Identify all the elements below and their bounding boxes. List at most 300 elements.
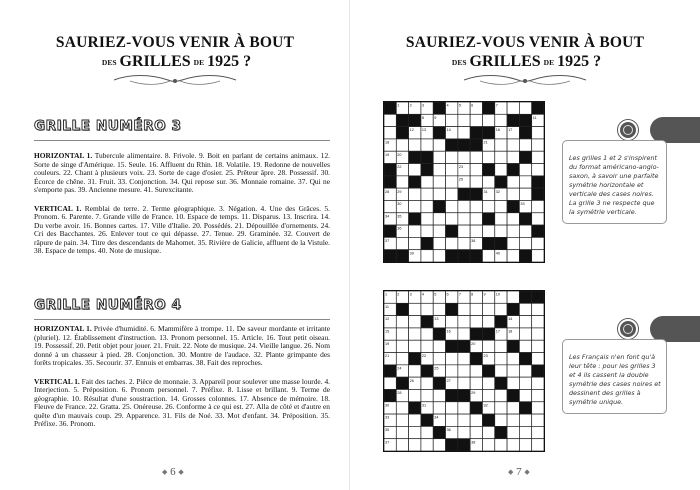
grille-4-cell: [421, 340, 433, 352]
grille-3-cell: [409, 237, 421, 249]
grille-3-cell: [433, 139, 445, 151]
grille-4-cell-number: 2: [397, 292, 400, 297]
grille-4-cell: [519, 389, 531, 401]
grille-4-cell: [532, 439, 544, 451]
grille-3-cell: [532, 151, 544, 163]
grille-3-cell-number: 32: [495, 189, 501, 194]
title-de: DE: [543, 58, 555, 67]
grille-3-cell-number: 31: [483, 189, 488, 194]
grille-3-black-cell: [396, 250, 408, 262]
grille-3-cell-number: 39: [409, 251, 414, 256]
grille-4-cell-number: 15: [385, 329, 390, 334]
grille-3-cell: [384, 114, 396, 126]
grille-3-cell-number: 9: [434, 115, 437, 120]
grille-3-cell: [532, 213, 544, 225]
grille-3-cell: [421, 213, 433, 225]
grille-4-cell: [421, 377, 433, 389]
grille-4-cell: [519, 365, 531, 377]
grille-4-black-cell: [507, 389, 519, 401]
divider: [34, 140, 330, 141]
grille-4-cell-number: 14: [508, 317, 513, 322]
grille-3-cell-number: 16: [495, 128, 501, 133]
grille-4-cell-number: 8: [471, 292, 474, 297]
grille-4-cell: [495, 389, 507, 401]
grille-3-cell: [507, 139, 519, 151]
grille-4-cell-number: 34: [434, 415, 439, 420]
grille-3-heading: GRILLE NUMÉRO 3: [34, 118, 182, 134]
grille-3-cell: [458, 127, 470, 139]
grille-4-cell: [421, 328, 433, 340]
grille-4-cell-number: 18: [508, 329, 513, 334]
grille-3-black-cell: [409, 151, 421, 163]
grille-4-cell: [482, 439, 494, 451]
grille-3-cell: [532, 127, 544, 139]
grille-3-cell: [495, 114, 507, 126]
page-subtitle: [0, 53, 350, 71]
grille-4-cell: [433, 402, 445, 414]
grille-4-cell: [409, 439, 421, 451]
grille-4-cell: [396, 316, 408, 328]
grille-4-cell: [532, 340, 544, 352]
grille-4-cell: [532, 316, 544, 328]
grille-3-cell: [433, 250, 445, 262]
grille-3-cell: [458, 237, 470, 249]
grille-3-black-cell: [384, 250, 396, 262]
grille-3-cell: [446, 176, 458, 188]
grille-3-cell-number: 14: [446, 128, 451, 133]
grille-4-cell: [396, 340, 408, 352]
grille-4-black-cell: [396, 377, 408, 389]
grille-3-cell-number: 1: [397, 103, 400, 108]
grille-4-cell: [421, 426, 433, 438]
grille-4-cell-number: 28: [397, 391, 402, 396]
grille-4-cell: [495, 414, 507, 426]
grille-4-cell-number: 11: [385, 304, 389, 309]
grille-4-cell: [458, 353, 470, 365]
grille-3-cell: [495, 213, 507, 225]
grille-3-cell: [433, 237, 445, 249]
grille-3-cell: [470, 225, 482, 237]
grille-3-cell: [446, 151, 458, 163]
grille-4-cell: [446, 365, 458, 377]
grille-3-cell: [421, 225, 433, 237]
grille-4-cell: [495, 303, 507, 315]
grille-4-cell: [482, 426, 494, 438]
grille-4-cell: [532, 328, 544, 340]
medallion-icon: [618, 120, 638, 140]
grille-3-cell: [519, 225, 531, 237]
grille-4-cell: [409, 328, 421, 340]
grille-4-black-cell: [482, 328, 494, 340]
grille-4-cell: [433, 303, 445, 315]
title-year: 1925 ?: [207, 53, 252, 70]
grille-4-cell: [507, 414, 519, 426]
grille-4-cell: [409, 316, 421, 328]
grille-3-black-cell: [507, 200, 519, 212]
grille-4-cell-number: 31: [421, 403, 427, 408]
grille-4-cell: [532, 353, 544, 365]
grille-3-cell-number: 4: [446, 103, 449, 108]
grille-3-black-cell: [519, 114, 531, 126]
grille-4-cell: [446, 316, 458, 328]
grille-3-cell-number: 2: [409, 103, 412, 108]
grille-4-cell-number: 38: [471, 440, 476, 445]
grille-3-cell-number: 23: [458, 165, 464, 170]
grille-3-black-cell: [519, 127, 531, 139]
grille-4-cell: [396, 328, 408, 340]
grille-4-cell-number: 1: [385, 292, 388, 297]
grille-4-cell: [433, 340, 445, 352]
grille-4-cell: [396, 439, 408, 451]
grille-3-cell: [507, 250, 519, 262]
grille-4-cell: [507, 402, 519, 414]
grille-3-cell-number: 30: [397, 202, 402, 207]
grille-3-black-cell: [384, 164, 396, 176]
grille-4-cell: [409, 426, 421, 438]
grille-3-cell: [458, 213, 470, 225]
grille-3-black-cell: [495, 176, 507, 188]
grille-4-black-cell: [446, 389, 458, 401]
grille-3-black-cell: [532, 176, 544, 188]
grille-4-cell: [470, 303, 482, 315]
flourish-ornament: [110, 72, 240, 88]
grille-3-cell-number: 20: [397, 152, 402, 157]
grille-3-cell: [470, 176, 482, 188]
grille-3-black-cell: [532, 188, 544, 200]
grille-4-cell: [421, 303, 433, 315]
grille-4-cell: [519, 414, 531, 426]
grille-4-cell-number: 30: [385, 403, 390, 408]
grille-4-cell: [532, 389, 544, 401]
grille-3-cell-number: 24: [385, 177, 390, 182]
grille-4-cell: [470, 365, 482, 377]
grille-4-black-cell: [495, 426, 507, 438]
grille-4-black-cell: [458, 389, 470, 401]
grille-3-cell-number: 8: [421, 115, 425, 120]
grille-4-black-cell: [384, 365, 396, 377]
grille-4-cell-number: 37: [385, 440, 390, 445]
grille-4-black-cell: [532, 365, 544, 377]
grille-4-cell: [409, 340, 421, 352]
grille-4-black-cell: [421, 414, 433, 426]
grille-3-cell: [458, 151, 470, 163]
grille-4-cell: [507, 426, 519, 438]
grille-4-cell-number: 26: [409, 378, 414, 383]
grille-3-black-cell: [519, 213, 531, 225]
grille-4-cell: [482, 389, 494, 401]
grille-4-cell: [507, 377, 519, 389]
grille-4-cell: [446, 414, 458, 426]
grille-3-cell-number: 17: [508, 128, 513, 133]
grille-4-cell: [482, 316, 494, 328]
grille-4-cell: [409, 365, 421, 377]
grille-4-cell-number: 35: [385, 427, 390, 432]
grille-3-cell: [384, 127, 396, 139]
grille-3-cell: [507, 225, 519, 237]
grille-3-black-cell: [446, 250, 458, 262]
vertical-label: VERTICAL 1.: [34, 376, 80, 386]
vertical-clues: Fait des taches. 2. Pièce de monnaie. 3. Appareil pour soulever une masse lourde. 4. Interjection. 5. Préposition. 6. Pronom personnel. 7. Préfixe. 8. Lisse et brillant. 9. Terme de géographie. 10. Résultat d'une soustraction. 14. Grosses colonnes. 17. Absence de mémoire. 18. Fleuve de France. 22. Gratta. 25. Onéreuse. 26. Conforme à ce qui est. 27. Alla de côté et d'autre en quête d'un mauvais coup. 29. Apparence. 31. Fils de Noé. 33. Mot d'enfant. 34. Préposition. 35. Préfixe. 36. Pronom.: [34, 376, 330, 428]
grille-4-cell-number: 7: [458, 292, 461, 297]
grille-3-black-cell: [409, 114, 421, 126]
grille-3-cell: [507, 176, 519, 188]
divider: [34, 319, 330, 320]
grille-4-cell: [458, 426, 470, 438]
grille-3-cell-number: 6: [471, 103, 474, 108]
grille-3-cell: [519, 164, 531, 176]
grille-3-cell: [421, 250, 433, 262]
grille-4-cell: [482, 303, 494, 315]
grille-3-black-cell: [446, 139, 458, 151]
grille-3-cell-number: 33: [520, 202, 525, 207]
grille-4-cell: [409, 303, 421, 315]
grille-4-cell: [532, 402, 544, 414]
grille-4-black-cell: [519, 402, 531, 414]
grille-4-cell: [507, 353, 519, 365]
grille-3-cell-number: 19: [385, 152, 390, 157]
grille-3-cell: [532, 200, 544, 212]
grille-4-cell: [409, 389, 421, 401]
grille-3-cell: [470, 114, 482, 126]
grille-3-cell: [482, 176, 494, 188]
grille-4-cell: [495, 340, 507, 352]
grille-4-cell: [458, 328, 470, 340]
grille-3-black-cell: [507, 114, 519, 126]
grille-4-cell: [396, 414, 408, 426]
grille-4-black-cell: [421, 316, 433, 328]
grille-3-cell: [482, 225, 494, 237]
grille-3-black-cell: [433, 102, 445, 114]
grille-4-cell-number: 10: [495, 292, 501, 297]
grille-4-black-cell: [458, 439, 470, 451]
grille-3-cell-number: 11: [532, 115, 537, 120]
title-grilles: GRILLES: [469, 53, 541, 70]
grille-3-cell: [532, 164, 544, 176]
grille-3-black-cell: [396, 114, 408, 126]
title-des: DES: [451, 58, 467, 67]
grille-3-cell: [409, 200, 421, 212]
grille-4-black-cell: [409, 402, 421, 414]
grille-4-cell-number: 22: [421, 354, 427, 359]
grille-4-black-cell: [433, 377, 445, 389]
grille-4-cell: [507, 291, 519, 303]
grille-4-black-cell: [470, 328, 482, 340]
grille-3-black-cell: [409, 213, 421, 225]
grille-4-cell-number: 27: [446, 378, 451, 383]
grille-3-black-cell: [433, 127, 445, 139]
grille-3-black-cell: [532, 225, 544, 237]
horizontal-label: HORIZONTAL 1.: [34, 151, 93, 160]
grille-3-black-cell: [470, 139, 482, 151]
grille-3-cell: [495, 139, 507, 151]
grille-3-cell: [446, 114, 458, 126]
grille-4-cell: [396, 402, 408, 414]
grille-4-black-cell: [446, 340, 458, 352]
grille-4-cell: [495, 353, 507, 365]
grille-3-black-cell: [470, 188, 482, 200]
title-des: DES: [101, 58, 117, 67]
grille-3-cell: [421, 200, 433, 212]
grille-3-black-cell: [458, 139, 470, 151]
grille-3-cell: [532, 237, 544, 249]
page-subtitle: [350, 53, 700, 71]
grille-3-cell-number: 22: [397, 165, 402, 170]
grille-3-cell-number: 3: [421, 103, 425, 108]
grille-3-cell: [532, 139, 544, 151]
grille-3-cell: [409, 188, 421, 200]
grille-4-cell: [458, 402, 470, 414]
grille-3-black-cell: [458, 188, 470, 200]
grille-4-black-cell: [433, 426, 445, 438]
horizontal-label: HORIZONTAL 1.: [34, 324, 92, 333]
grille-4-cell-number: 3: [409, 292, 412, 297]
grille-4-cell: [519, 328, 531, 340]
grille-3-cell: [470, 213, 482, 225]
grille-4-cell: [446, 402, 458, 414]
horizontal-clues: Privée d'humidité. 6. Mammifère à trompe. 11. De saveur mordante et irritante (pluriel). 12. Établissement d'instruction. 13. Pronom personnel. 15. Article. 16. Tout petit oiseau. 19. Possessif. 20. Petit objet pour jouer. 21. Fruit. 22. Note de musique. 24. Vieille langue. 26. Nom donné à un chasseur à pied. 28. Conjonction. 30. Montre de l'audace. 32. Plante grimpante des forêts tropicales. 35. Secourir. 37. Ennuis et embarras. 38. Fait des reproches.: [34, 324, 330, 367]
grille-4-black-cell: [482, 365, 494, 377]
grille-3-cell: [495, 200, 507, 212]
grille-4-black-cell: [519, 291, 531, 303]
grille-3-cell-number: 35: [397, 214, 402, 219]
grille-4-black-cell: [384, 389, 396, 401]
grille-4-cell: [458, 377, 470, 389]
vertical-clues: Remblai de terre. 2. Terme géographique. 3. Négation. 4. Une des Grâces. 5. Pronom. 6. Parente. 7. Grande ville de France. 10. Espace de temps. 11. Disparus. 13. Inscrira. 14. Du verbe avoir. 16. Bonnes cartes. 17. Ville d'Italie. 20. Possédés. 21. Dépouillée d'ornements. 24. Cri des Bacchantes. 26. Enlever tout ce qui dépasse. 27. Tenue. 29. Graminée. 32. Couvert de râpure de pain. 34. Titre des descendants de Mahomet. 35. Rivière de Galicie, affluent de la Vistule. 38. Espace de temps. 40. Note de musique.: [34, 203, 330, 255]
grille-3-cell: [470, 200, 482, 212]
grille-3-cell-number: 25: [458, 177, 464, 182]
grille-4-cell: [532, 426, 544, 438]
grille-3-cell: [433, 164, 445, 176]
grille-3-cell: [446, 164, 458, 176]
grille-3-black-cell: [458, 250, 470, 262]
grille-4-cell: [433, 353, 445, 365]
flourish-ornament: [460, 72, 590, 88]
grille-3-cell-number: 29: [397, 189, 402, 194]
grille-4-clues: [34, 325, 330, 439]
grille-3-cell: [519, 188, 531, 200]
grille-4-cell: [458, 316, 470, 328]
grille-3-cell: [507, 188, 519, 200]
grille-4-cell-number: 29: [471, 391, 476, 396]
grille-4-black-cell: [421, 365, 433, 377]
grille-4-cell-number: 33: [385, 415, 390, 420]
grille-3-cell-number: 36: [397, 226, 402, 231]
grille-4-cell-number: 32: [483, 403, 488, 408]
grille-3-cell: [409, 139, 421, 151]
grille-3-cell: [421, 188, 433, 200]
grille-3-cell-number: 5: [458, 103, 461, 108]
grille-3-black-cell: [507, 164, 519, 176]
grille-3-cell: [446, 237, 458, 249]
grille-3-black-cell: [519, 250, 531, 262]
grille-3-black-cell: [433, 200, 445, 212]
grille-3-cell: [507, 237, 519, 249]
grille-3-black-cell: [384, 102, 396, 114]
grille-3-cell: [396, 237, 408, 249]
grille-3-cell: [495, 225, 507, 237]
grille-4-black-cell: [495, 316, 507, 328]
grille-4-cell: [470, 414, 482, 426]
grille-3-cell: [470, 151, 482, 163]
grille-3-black-cell: [470, 127, 482, 139]
grille-3-cell: [446, 213, 458, 225]
grille-3-black-cell: [495, 237, 507, 249]
grille-4-cell-number: 23: [483, 354, 488, 359]
grille-4-cell: [482, 340, 494, 352]
grille-4-black-cell: [409, 353, 421, 365]
page-title: SAURIEZ-VOUS VENIR À BOUT: [405, 34, 645, 51]
grille-4-cell-number: 5: [434, 292, 437, 297]
grille-3-cell: [482, 151, 494, 163]
grille-4-cell-number: 21: [385, 354, 390, 359]
sidebar-note-1: Les grilles 1 et 2 s'inspirent du format américano-anglo-saxon, à savoir une parfaite symétrie horizontale et verticale des cases noires. La grille 3 ne respecte que la symétrie verticale.: [562, 140, 667, 224]
grille-4-cell-number: 12: [385, 317, 390, 322]
grille-3-black-cell: [482, 237, 494, 249]
grille-4-cell: [519, 377, 531, 389]
grille-3-black-cell: [482, 102, 494, 114]
grille-3-black-cell: [482, 213, 494, 225]
grille-4-cell-number: 16: [446, 329, 451, 334]
grille-4-cell: [470, 426, 482, 438]
grille-3-cell-number: 40: [495, 251, 501, 256]
sidebar-note-2: Les Français n'en font qu'à leur tête : pour les grilles 3 et 4 ils cassent la double symétrie des cases noires et dessinent des grilles à symétrie unique.: [562, 339, 667, 414]
grille-4-cell-number: 19: [385, 341, 390, 346]
grille-4-cell: [532, 414, 544, 426]
grille-3-cell: [470, 164, 482, 176]
grille-3-cell: [507, 213, 519, 225]
grille-3-black-cell: [482, 164, 494, 176]
grille-3-cell-number: 13: [421, 128, 427, 133]
grille-4-cell: [495, 402, 507, 414]
grille-4-cell-number: 9: [483, 292, 486, 297]
grille-4-cell: [532, 303, 544, 315]
grille-3-cell: [495, 164, 507, 176]
grille-4-black-cell: [507, 340, 519, 352]
grille-4-cell-number: 13: [434, 317, 439, 322]
grille-4-crossword: [383, 290, 545, 452]
grille-4-heading: GRILLE NUMÉRO 4: [34, 297, 182, 313]
grille-4-cell-number: 25: [434, 366, 439, 371]
grille-4-cell: [519, 316, 531, 328]
grille-3-cell-number: 34: [385, 214, 390, 219]
grille-4-cell: [495, 439, 507, 451]
grille-3-cell: [519, 237, 531, 249]
grille-4-cell: [396, 353, 408, 365]
grille-4-svg: [384, 291, 544, 451]
grille-3-cell: [421, 176, 433, 188]
grille-4-cell-number: 36: [446, 427, 451, 432]
grille-3-clues: [34, 152, 330, 266]
grille-3-cell: [458, 200, 470, 212]
grille-4-black-cell: [507, 303, 519, 315]
grille-3-cell-number: 7: [495, 103, 498, 108]
grille-4-cell: [458, 414, 470, 426]
grille-3-cell: [433, 188, 445, 200]
grille-4-black-cell: [519, 353, 531, 365]
grille-4-cell: [495, 365, 507, 377]
grille-4-cell-number: 20: [471, 341, 476, 346]
page-title: SAURIEZ-VOUS VENIR À BOUT: [55, 34, 295, 51]
grille-3-black-cell: [396, 127, 408, 139]
grille-4-black-cell: [433, 328, 445, 340]
page-number: ◆ 7 ◆: [508, 466, 530, 478]
grille-3-cell: [384, 200, 396, 212]
grille-4-cell: [507, 439, 519, 451]
grille-3-cell-number: 28: [385, 189, 390, 194]
grille-4-cell: [433, 389, 445, 401]
grille-3-black-cell: [421, 151, 433, 163]
grille-3-crossword: [383, 101, 545, 263]
